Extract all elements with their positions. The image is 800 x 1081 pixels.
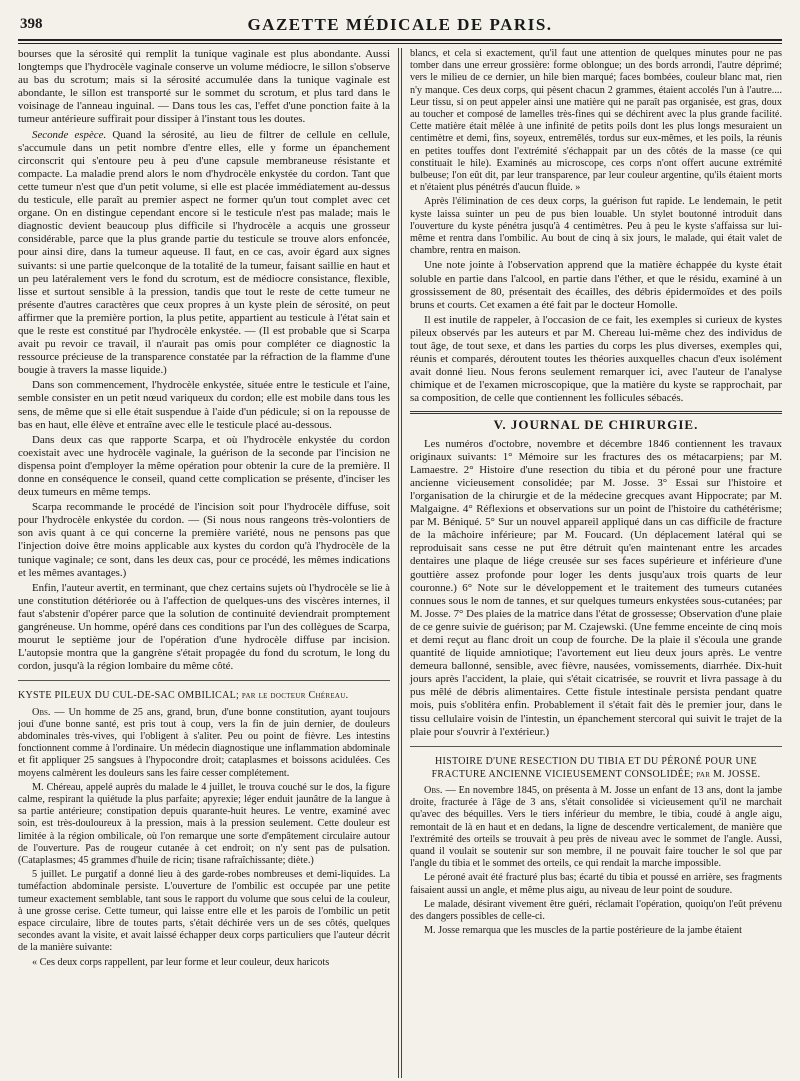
paragraph xyxy=(18,129,390,378)
observation-block xyxy=(18,707,390,969)
paragraph-text: — Un homme de 25 ans, grand, brun, d'une bonne constitution, ayant toujours joui d'une bonne santé, est pris tout à coup, vers la fin de juin dernier, de douleurs abdominales très-vives, qui l'obligent à s'aliter. Peu ou point de fièvre. Les intestins fonctionnent comme à l'ordinaire. Un médecin diagnostique une inflammation abdominale et fit appliquer 25 sangsues à l'hypocondre droit; cataplasmes et boissons acidulées. Ces moyens calmèrent les douleurs sans les faire cesser complétement. xyxy=(18,706,390,779)
observation-block xyxy=(410,785,782,937)
section-separator xyxy=(18,680,390,681)
journal-title: GAZETTE MÉDICALE DE PARIS. xyxy=(247,15,553,34)
paragraph: Enfin, l'auteur avertit, en terminant, que chez certains sujets où l'hydrocèle se lie à une constitution détériorée ou à l'affection de quelques-uns des viscères internes, il faut s'abstenir d'opérer parce que la solution de continuité deviendrait promptement gangréneuse. Un homme, opéré dans ces conditions par l'un des collègues de Scarpa, mourut le septième jour de l'opération d'une hydrocèle diffuse par incision. L'autopsie montra que la gangrène s'était propagée du fond du scrotum, le long du cordon, jusqu'à la région lombaire du même côté. xyxy=(18,581,390,673)
article-title-resection-tibia: HISTOIRE D'UNE RESECTION DU TIBIA ET DU PÉRONÉ POUR UNE FRACTURE ANCIENNE VICIEUSEMENT CONSOLIDÉE; par M. JOSSE. xyxy=(431,755,761,780)
paragraph-text: — En novembre 1845, on présenta à M. Josse un enfant de 13 ans, dont la jambe droite, fracturée à l'âge de 3 ans, s'était consolidée si vicieusement qu'il ne marchait qu'avec des béquilles. Vers le tiers inférieur du membre, le tibia, coudé à angle aigu, remontait de là en haut et en dedans, la ligne de descendre verticalement, de manière que l'extrémité des orteils se trouvait à peu près de niveau avec le sommet de l'angle. Aussi, quand il voulait se soutenir sur son membre, il ne pouvait faire toucher le sol que par l'angle du tibia et le sommet des orteils, ce qui rendait la marche impossible. xyxy=(410,784,782,870)
header-rule xyxy=(18,39,782,41)
right-column xyxy=(402,48,782,1078)
paragraph: Une note jointe à l'observation apprend que la matière échappée du kyste était soluble en partie dans l'alcool, en partie dans l'éther, et que le résidu, examiné à un grossissement de 80, présentait des écailles, des débris épidermoïdes et des poils bruns et courts. Cet examen a été fait par le docteur Homolle. xyxy=(410,259,782,311)
paragraph: Il est inutile de rappeler, à l'occasion de ce fait, les exemples si curieux de kystes pileux observés par les auteurs et par M. Chereau lui-même chez des individus de tout âge, de tout sexe, et dans les parties du corps les plus diverses, exemples qui, réunis et comparés, déroutent toutes les théories auxquelles chacun d'eux isolément avait donné lieu. Nous ferons seulement remarquer ici, avec l'auteur de l'analyse chimique et de l'examen microscopique, que la matière du kyste se rapprochait, par sa composition, de celle que contiennent les follicules sébacés. xyxy=(410,313,782,405)
subheading-seconde-espece: Seconde espèce. xyxy=(32,128,107,141)
paragraph: blancs, et cela si exactement, qu'il faut une attention de quelques minutes pour ne pas tomber dans une erreur grossière: forme oblongue; un des bords arrondi, l'autre déprimé; vers le milieu de ce dernier, un hile bien marqué; faces bombées, couleur blanc mat, rien n'y manque. Ces deux corps, qui pèsent chacun 2 grammes, étaient accolés l'un à l'autre.... Leur tissu, si on peut appeler ainsi une matière qui ne paraît pas organisée, est gras, doux au toucher et composé de lamelles très-fines qui se déchirent avec la plus grande facilité. Cette matière était mêlée à une infinité de petits poils dont les plus longs mesuraient un centimètre et demi, fins, soyeux, entremêlés, tordus sur eux-mêmes, et les poils, la réunis en petites touffes dont l'extrémité s'échappait par un des côtés de la masse (ce qui constituait le hile). Examinés au microscope, ces corps n'ont offert aucune extrémité bulbeuse; l'on eût dit, par leur transparence, par leur couleur argentine, qu'ils étaient morts et n'étaient plus pénétrés d'aucun fluide. » xyxy=(410,48,782,194)
paragraph: M. Josse remarqua que les muscles de la partie postérieure de la jambe étaient xyxy=(424,925,742,937)
paragraph: Dans deux cas que rapporte Scarpa, et où l'hydrocèle enkystée du cordon coexistait avec une hydrocèle vaginale, la guérison de la seconde par l'incision ne dispensa point d'employer la même opération pour obtenir la cure de la première. Il donne en conséquence le conseil, quand cette complication se présente, d'inciser les deux tumeurs en même temps. xyxy=(18,433,390,499)
obs-label: Obs. xyxy=(32,706,51,718)
header-rule-thin xyxy=(18,43,782,44)
paragraph: 5 juillet. Le purgatif a donné lieu à des garde-robes nombreuses et demi-liquides. La tuméfaction abdominale persiste. L'ouverture de l'ombilic est occupée par une petite tumeur exactement semblable, tant sous le rapport du volume que sous celui de la couleur, à une grosse cerise. Cette tumeur, qui laisse entre elle et les parois de l'ombilic un petit espace circulaire, libre de toutes parts, s'était déchirée vers un de ses côtés, quelques secondes avant la visite, et avait laissé échapper deux corps particuliers que l'auteur décrit de la manière suivante: xyxy=(18,869,390,954)
section-separator-double xyxy=(410,411,782,414)
paragraph: Le malade, désirant vivement être guéri, réclamait l'opération, quoiqu'on l'eût prévenu des dangers possibles de celle-ci. xyxy=(410,898,782,922)
paragraph: bourses que la sérosité qui remplit la tunique vaginale est plus abondante. Aussi longtemps que l'hydrocèle vaginale conserve un volume médiocre, le sillon s'observe au bas du scrotum; mais si la sérosité accumulée dans la tunique vaginale est abondante, le sillon est transporté sur le sommet du scrotum, et plus tard dans le voisinage de l'anneau inguinal. — Dans tous les cas, l'effet d'une ponction faite à la tumeur antérieure suffirait pour dissiper à l'instant tous les doutes. xyxy=(18,48,390,126)
section-separator xyxy=(410,746,782,747)
paragraph xyxy=(18,707,390,780)
page-number: 398 xyxy=(20,16,43,32)
paragraph-text: Quand la sérosité, au lieu de filtrer de cellule en cellule, s'accumule dans un petit nombre d'entre elles, elle y forme un épanchement circonscrit qui s'entoure peu à peu d'une capsule membraneuse résistante et compacte. La maladie prend alors le nom d'hydrocèle enkystée du cordon. Tant que cette tumeur n'est que d'un petit volume, si elle est placée immédiatement au-dessus du testicule, elle paraît au premier aspect ne former qu'un tout complet avec cet organe. On en distingue cependant encore si le testicule n'est pas malade; mais le diagnostic devient beaucoup plus difficile si l'hydrocèle a acquis une grosseur considérable, parce que la plus grande partie du testicule se trouve alors enfoncée, pour ainsi dire, dans la tumeur aqueuse. Il faut, en ce cas, avoir égard aux signes suivants: si une partie quelconque de la totalité de la tumeur, faisant saillie en haut et un peu latéralement vers le fond du scrotum, est de médiocre consistance, flexible, lisse et surtout sensible à la pression, tandis que tout le reste de cette tumeur ne présente d'autres caractères que ceux propres à un kyste plein de sérosité, on peut affirmer que la première portion, la plus petite, appartient au testicule à l'état sain et que le reste est constitué par l'hydrocèle enkystée. — (Il est probable que si Scarpa avait pu revoir ce travail, il n'aurait pas omis pour compléter ce diagnostic la ressource précieuse de la transparence constatée par la réfraction de la flamme d'une bougie à travers la masse liquide.) xyxy=(18,128,391,377)
page-header xyxy=(18,10,782,36)
article-title-kyste-pileux: KYSTE PILEUX DU CUL-DE-SAC OMBILICAL; par le docteur Chéreau. xyxy=(18,690,349,702)
obs-label: Obs. xyxy=(424,784,443,796)
paragraph: Après l'élimination de ces deux corps, la guérison fut rapide. Le lendemain, le petit kyste laissa suinter un peu de pus bien louable. Un stylet boutonné introduit dans l'ouverture du kyste pénétra jusqu'à 4 centimètres. Peu à peu le kyste s'affaissa sur lui-même et rentra dans l'ombilic. Au bout de cinq à six jours, le malade, qui était valet de chambre, rentra en maison. xyxy=(410,196,782,257)
paragraph: Dans son commencement, l'hydrocèle enkystée, située entre le testicule et l'aine, semble consister en un petit nœud variqueux du cordon; elle est mobile dans tous les sens, de même que si elle était suspendue à l'aide d'un pédicule; si on la repousse de bas en haut, elle élève et entraîne avec elle le testicule placé au-dessous. xyxy=(18,379,390,431)
paragraph: Le péroné avait été fracturé plus bas; écarté du tibia et poussé en arrière, ses fragments faisaient aussi un angle, et même plus aigu, au niveau de leur point de soudure. xyxy=(410,872,782,896)
paragraph: « Ces deux corps rappellent, par leur forme et leur couleur, deux haricots xyxy=(32,956,330,968)
left-column xyxy=(18,48,398,1078)
paragraph xyxy=(410,785,782,870)
paragraph: Les numéros d'octobre, novembre et décembre 1846 contiennent les travaux originaux suivants: 1° Mémoire sur les fractures des os métacarpiens; par M. Lamaestre. 2° Histoire d'une resection du tibia et du péroné pour une fracture ancienne vicieusement consolidée; par M. Josse. 3° Essai sur l'histoire et l'organisation de la chirurgie et de la médecine grecques avant Hippocrate; par M. Malgaigne. 4° Réflexions et observations sur un point de l'histoire du cathétérisme; par M. Béniqué. 5° Sur un nouvel appareil appliqué dans un cas difficile de fracture de la mâchoire inférieure; par M. Foucard. (Un déplacement latéral qui se reproduisait sans cesse ne put être détruit qu'en maintenant entre les arcades dentaires une plaque de liége creusée sur ses faces supérieure et inférieure d'une gouttière assez profonde pour loger les dents jusqu'aux trois quarts de leur couronne.) 6° Note sur le développement et le traitement des tumeurs cutanées connues sous le nom de tannes, et sur quelques tumeurs enkystées sous-cutanées; par M. Josse. 7° Des plaies de la matrice dans l'état de grossesse; Observation d'une plaie de ce genre suivie de guérison; par M. Czajewski. (Une femme enceinte de cinq mois et demi reçut au flanc droit un coup de fourche. De la plaie il s'écoula une grande quantité de liquide amniotique; l'avortement eut lieu deux jours après. Le ventre demeura ballonné, sensible, avec fièvre, nausées, vomissements, diarrhée. Dix-huit jours après l'accident, la plaie, qui s'était cicatrisée, se rouvrit et livra passage à du pus mêlé de débris alimentaires. Cette fistule intestinale persista pendant quatre mois, puis s'oblitéra enfin. Probablement il s'était fait dès le premier jour, dans le tissu cellulaire voisin de l'intestin, un épanchement stercoral qui suivit le trajet de la plaie pour s'ouvrir à l'extérieur.) xyxy=(410,437,782,738)
quote-block xyxy=(410,48,782,257)
two-column-body xyxy=(18,48,782,1078)
paragraph: Scarpa recommande le procédé de l'incision soit pour l'hydrocèle diffuse, soit pour l'hydrocèle enkystée du cordon. — (Si nous nous rangeons très-volontiers de son avis quant à ce qui concerne la première variété, nous ne pensons pas que l'injection doive être moins applicable aux kystes du cordon qu'à l'hydrocèle de la tunique vaginale; ce sont, dans les deux cas, pour ce procédé, les mêmes indications et les mêmes avantages.) xyxy=(18,501,390,579)
section-title-journal-chirurgie: V. JOURNAL DE CHIRURGIE. xyxy=(493,417,699,433)
paragraph: M. Chéreau, appelé auprès du malade le 4 juillet, le trouva couché sur le dos, la figure calme, respirant la quiétude la plus parfaite; apyrexie; léger enduit jaunâtre de la langue à sa partie antérieure; constipation depuis quarante-huit heures. Le ventre, examiné avec soin, est très-douloureux à la pression, mais à la pression seulement. Cette douleur est limitée à la région ombilicale, où l'on remarque une sorte d'empâtement circulaire autour de l'ouverture. Pas de rougeur cutanée à cet endroit; on n'y sent pas de pulsation. (Cataplasmes; 45 grammes d'huile de ricin; tisane rafraîchissante; diète.) xyxy=(18,781,390,866)
